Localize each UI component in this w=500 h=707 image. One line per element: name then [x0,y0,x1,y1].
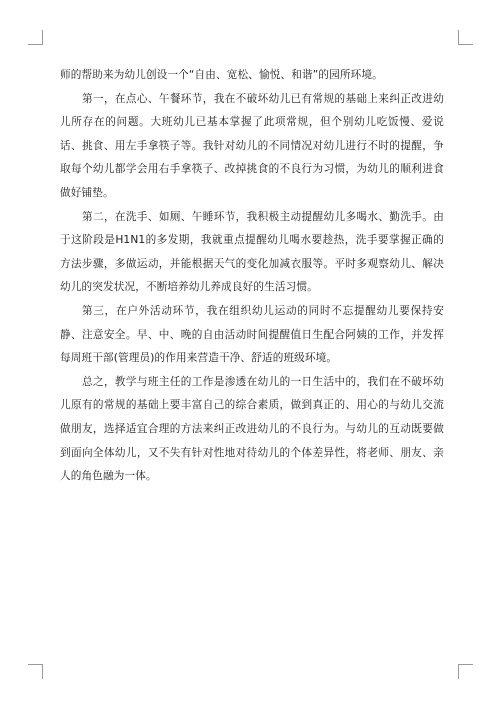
paragraph-outdoor-activity: 第三，在户外活动环节，我在组织幼儿运动的同时不忘提醒幼儿要保持安静、注意安全。早、中、晚的自由活动时间提醒值日生配合阿姨的工作，并发挥每周班干部(管理员)的作用来营造干净、舒适的班级环境。 [60,304,444,365]
crop-mark-bottom-left [28,664,43,679]
crop-mark-top-left [28,30,43,45]
paragraph-conclusion: 总之，教学与班主任的工作是渗透在幼儿的一日生活中的，我们在不破坏幼儿原有的常规的基础上要丰富自己的综合素质，做到真正的、用心的与幼儿交流做朋友，选择适宜合理的方法来纠正改进幼儿的不良行为。与幼儿的互动既要做到面向全体幼儿，又不失有针对性地对待幼儿的个体差异性，将老师、朋友、亲人的角色融为一体。 [60,375,444,483]
paragraph-meal-routine: 第一，在点心、午餐环节，我在不破坏幼儿已有常规的基础上来纠正改进幼儿所存在的问题。大班幼儿已基本掌握了此项常规，但个别幼儿吃饭慢、爱说话、挑食、用左手拿筷子等。我针对幼儿的不同情况对幼儿进行不时的提醒，争取每个幼儿都学会用右手拿筷子、改掉挑食的不良行为习惯，为幼儿的顺利进食做好铺垫。 [60,92,444,199]
document-body [60,64,444,489]
crop-mark-bottom-right [458,664,473,679]
crop-mark-top-right [458,30,473,45]
paragraph-hygiene-nap-routine: 第二，在洗手、如厕、午睡环节，我积极主动提醒幼儿多喝水、勤洗手。由于这阶段是H1N1的多发期，我就重点提醒幼儿喝水要趁热，洗手要掌握正确的方法步骤，多做运动，并能根据天气的变化加减衣服等。平时多观察幼儿、解决幼儿的突发状况，不断培养幼儿养成良好的生活习惯。 [60,210,444,294]
paragraph-intro-continuation: 师的帮助来为幼儿创设一个“自由、宽松、愉悦、和谐”的园所环境。 [60,69,383,81]
